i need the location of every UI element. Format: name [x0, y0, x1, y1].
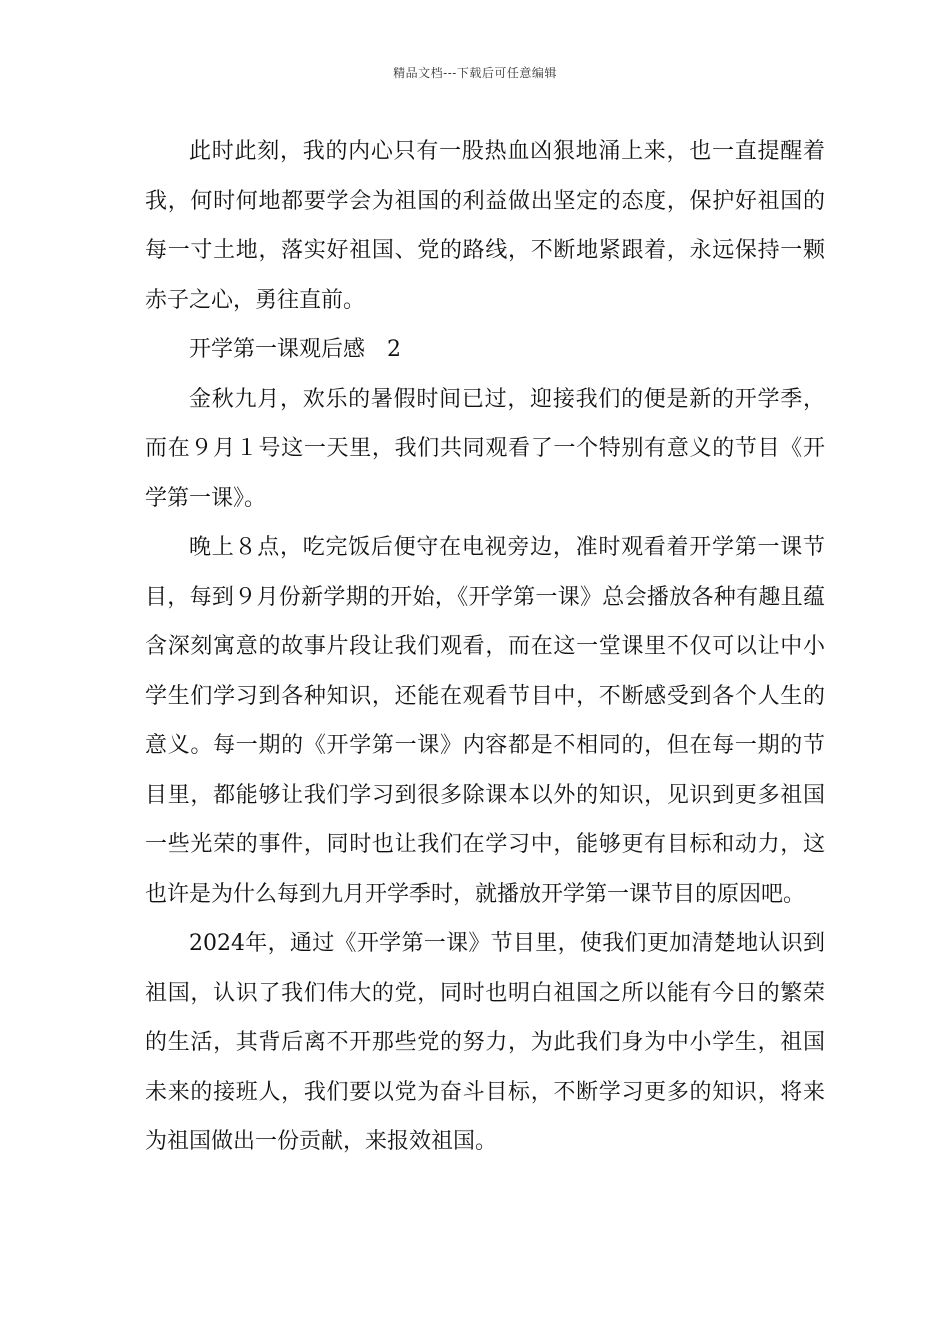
document-body: [145, 127, 825, 1167]
paragraph-2: 金秋九月，欢乐的暑假时间已过，迎接我们的便是新的开学季，而在９月１号这一天里，我们共同观看了一个特别有意义的节目《开学第一课》。: [145, 386, 825, 511]
section-heading: 开学第一课观后感 2: [189, 337, 401, 362]
page-header: 精品文档---下载后可任意编辑: [393, 66, 557, 80]
paragraph-3: 晚上８点，吃完饭后便守在电视旁边，准时观看着开学第一课节目，每到９月份新学期的开始，《开学第一课》总会播放各种有趣且蕴含深刻寓意的故事片段让我们观看，而在这一堂课里不仅可以让中小学生们学习到各种知识，还能在观看节目中，不断感受到各个人生的意义。每一期的《开学第一课》内容都是不相同的，但在每一期的节目里，都能够让我们学习到很多除课本以外的知识，见识到更多祖国一些光荣的事件，同时也让我们在学习中，能够更有目标和动力，这也许是为什么每到九月开学季时，就播放开学第一课节目的原因吧。: [145, 535, 825, 907]
paragraph-1: 此时此刻，我的内心只有一股热血凶狠地涌上来，也一直提醒着我，何时何地都要学会为祖国的利益做出坚定的态度，保护好祖国的每一寸土地，落实好祖国、党的路线，不断地紧跟着，永远保持一颗赤子之心，勇往直前。: [145, 139, 825, 313]
paragraph-4: 2024年，通过《开学第一课》节目里，使我们更加清楚地认识到祖国，认识了我们伟大的党，同时也明白祖国之所以能有今日的繁荣的生活，其背后离不开那些党的努力，为此我们身为中小学生，祖国未来的接班人，我们要以党为奋斗目标，不断学习更多的知识，将来为祖国做出一份贡献，来报效祖国。: [145, 931, 825, 1154]
